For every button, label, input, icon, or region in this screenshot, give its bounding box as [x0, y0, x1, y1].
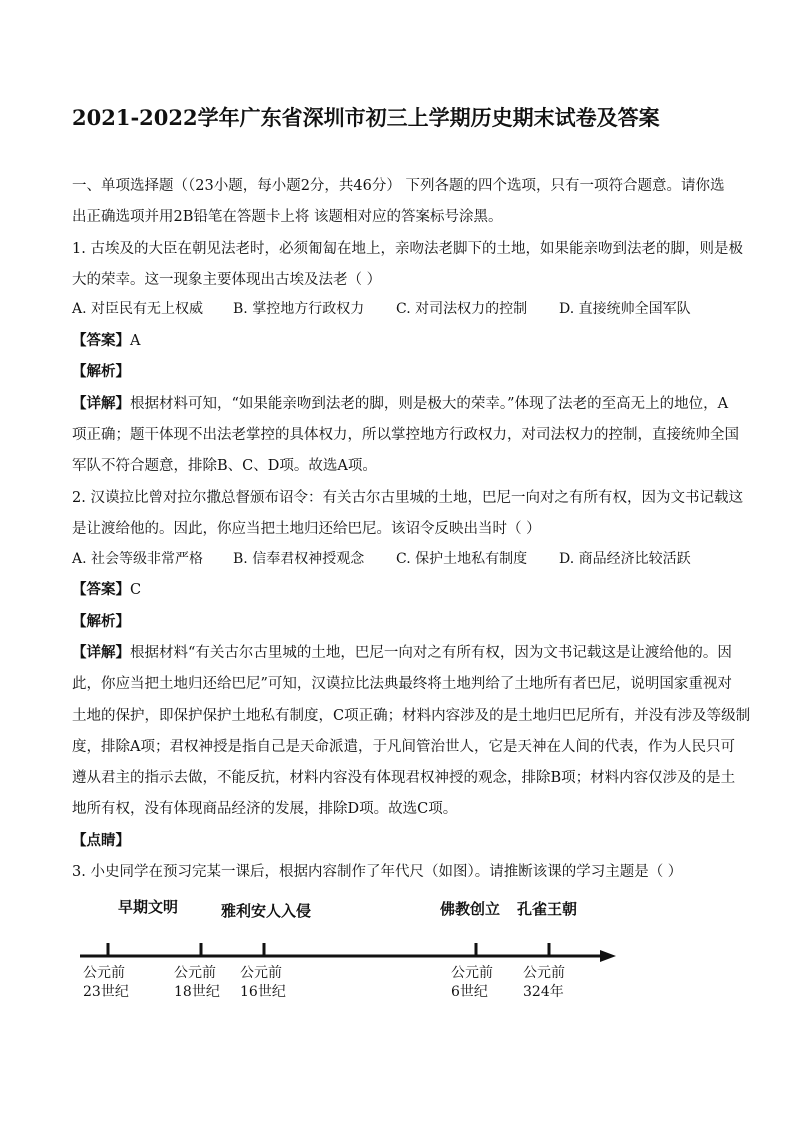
q2-detail-line-2: 此，你应当把土地归还给巴尼”可知，汉谟拉比法典最终将土地判给了土地所有者巴尼，说明国家重视对 — [72, 676, 732, 692]
q1-option-c: C. 对司法权力的控制 — [396, 301, 528, 317]
timeline-date-3-prefix: 公元前 — [240, 965, 282, 981]
q2-detail-line-5: 遵从君主的指示去做，不能反抗，材料内容没有体现君权神授的观念，排除B项；材料内容仅涉及的是土 — [72, 770, 736, 786]
timeline-date-2-value: 18世纪 — [174, 984, 220, 1000]
section-intro-line-2: 出正确选项并用2B铅笔在答题卡上将 该题相对应的答案标号涂黑。 — [72, 209, 503, 225]
q2-detail-line-4: 度，排除A项；君权神授是指自己是天命派遣，于凡间管治世人，它是天神在人间的代表，作为人民只可 — [72, 739, 735, 755]
q2-stem-line-1: 2. 汉谟拉比曾对拉尔撒总督颁布诏令：有关古尔古里城的土地，巴尼一向对之有所有权，因为文书记载这 — [72, 490, 743, 506]
timeline-figure — [72, 890, 632, 1020]
timeline-date-1 — [83, 964, 129, 1002]
timeline-date-5-prefix: 公元前 — [523, 965, 565, 981]
q1-stem-line-1: 1. 古埃及的大臣在朝见法老时，必须匍匐在地上，亲吻法老脚下的土地，如果能亲吻到法老的脚，则是极 — [72, 241, 743, 257]
timeline-date-4-value: 6世纪 — [451, 984, 488, 1000]
q1-option-d: D. 直接统帅全国军队 — [559, 301, 691, 317]
timeline-date-2 — [174, 964, 220, 1002]
timeline-date-4-prefix: 公元前 — [451, 965, 493, 981]
q2-tip-label: 【点睛】 — [72, 832, 130, 849]
q1-detail-label: 【详解】 — [72, 395, 130, 412]
q2-answer — [72, 580, 732, 600]
q2-detail-text-1: 根据材料“有关古尔古里城的土地，巴尼一向对之有所有权，因为文书记载这是让渡给他的。因 — [130, 645, 732, 661]
timeline-date-5 — [523, 964, 565, 1002]
q2-option-c: C. 保护土地私有制度 — [396, 551, 528, 567]
q1-answer — [72, 331, 732, 351]
q2-detail-label: 【详解】 — [72, 644, 130, 661]
timeline-date-2-prefix: 公元前 — [174, 965, 216, 981]
q1-analysis-label: 【解析】 — [72, 363, 130, 380]
q1-option-a: A. 对臣民有无上权威 — [72, 301, 204, 317]
q1-option-b: B. 掌控地方行政权力 — [233, 301, 365, 317]
timeline-date-3 — [240, 964, 286, 1002]
q1-answer-value: A — [130, 333, 141, 349]
timeline-date-4 — [451, 964, 493, 1002]
page-title: 2021-2022学年广东省深圳市初三上学期历史期末试卷及答案 — [72, 105, 660, 130]
q2-analysis-label: 【解析】 — [72, 613, 130, 630]
q1-detail-line-1 — [72, 394, 732, 414]
q2-stem-line-2: 是让渡给他的。因此，你应当把土地归还给巴尼。该诏令反映出当时（ ） — [72, 521, 541, 537]
q2-detail-line-1 — [72, 643, 732, 663]
q2-option-b: B. 信奉君权神授观念 — [233, 551, 365, 567]
q1-stem-line-2: 大的荣幸。这一现象主要体现出古埃及法老（ ） — [72, 272, 382, 288]
timeline-date-5-value: 324年 — [523, 984, 564, 1000]
timeline-event-early-civilization: 早期文明 — [118, 898, 179, 916]
timeline-event-maurya-dynasty: 孔雀王朝 — [517, 900, 578, 918]
timeline-event-aryan-invasion: 雅利安人入侵 — [221, 902, 312, 920]
q3-stem-line-1: 3. 小史同学在预习完某一课后，根据内容制作了年代尺（如图）。请推断该课的学习主题是（ ） — [72, 864, 683, 880]
q2-detail-line-3: 土地的保护，即保护保护土地私有制度，C项正确；材料内容涉及的是土地归巴尼所有，并没有涉及等级制 — [72, 708, 751, 724]
q2-option-a: A. 社会等级非常严格 — [72, 551, 204, 567]
q1-detail-line-2: 项正确；题干体现不出法老掌控的具体权力，所以掌控地方行政权力，对司法权力的控制，直接统帅全国 — [72, 427, 739, 443]
q1-detail-line-3: 军队不符合题意，排除B、C、D项。故选A项。 — [72, 458, 377, 474]
q2-detail-line-6: 地所有权，没有体现商品经济的发展，排除D项。故选C项。 — [72, 801, 458, 817]
q2-answer-value: C — [130, 582, 142, 598]
timeline-arrowhead — [600, 950, 616, 962]
section-intro-line-1: 一、单项选择题（（23小题，每小题2分，共46分） 下列各题的四个选项，只有一项符合题意。请你选 — [72, 178, 725, 194]
q2-answer-label: 【答案】 — [72, 581, 130, 598]
timeline-date-3-value: 16世纪 — [240, 984, 286, 1000]
q1-detail-text-1: 根据材料可知，“如果能亲吻到法老的脚，则是极大的荣幸。”体现了法老的至高无上的地位，A — [130, 396, 729, 412]
q2-option-d: D. 商品经济比较活跃 — [559, 551, 691, 567]
timeline-event-buddhism-founded: 佛教创立 — [440, 900, 501, 918]
timeline-date-1-value: 23世纪 — [83, 984, 129, 1000]
timeline-date-1-prefix: 公元前 — [83, 965, 125, 981]
q1-answer-label: 【答案】 — [72, 332, 130, 349]
